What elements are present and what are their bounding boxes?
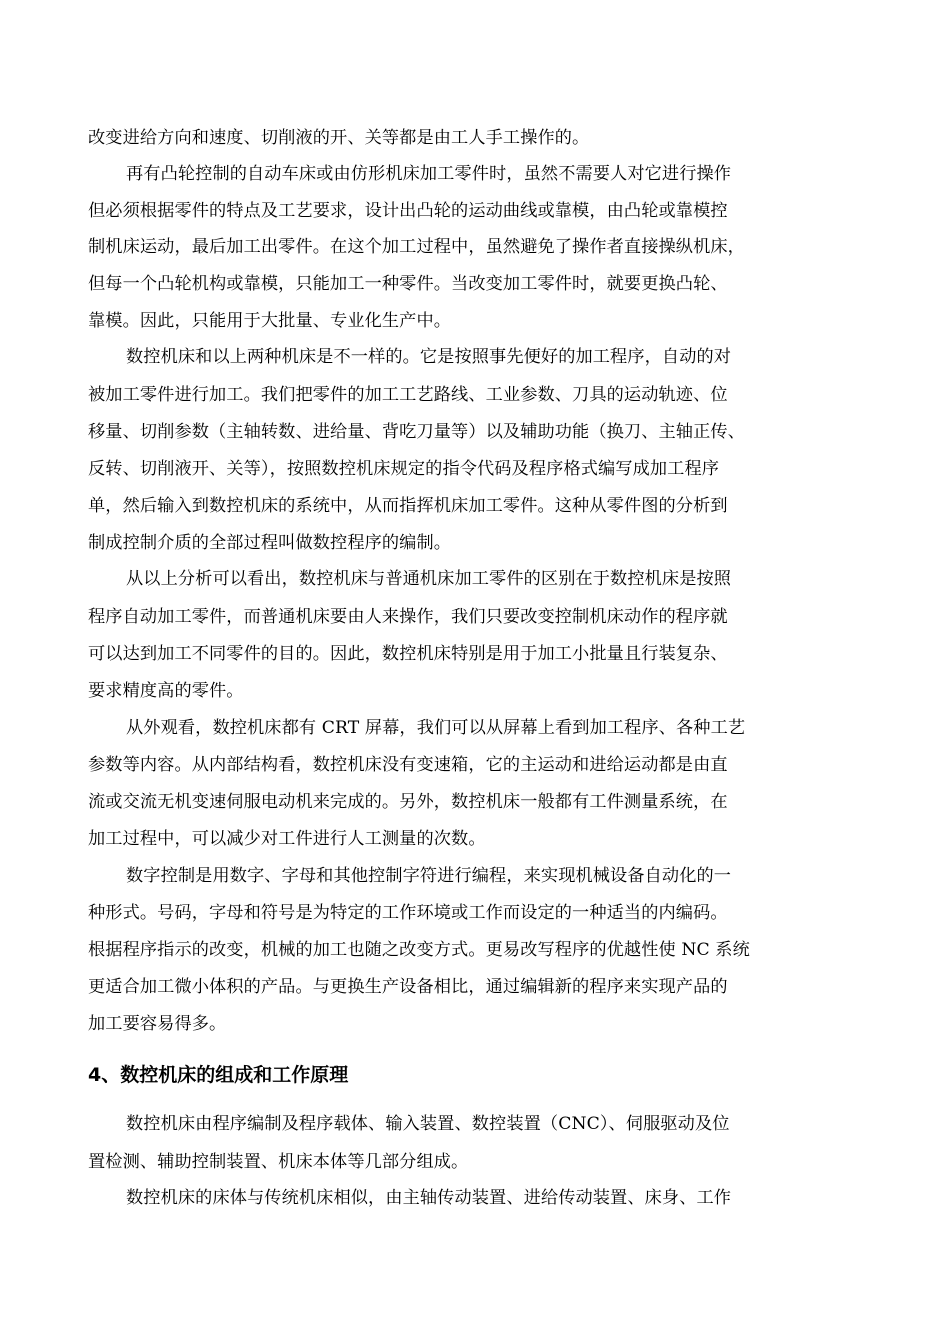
paragraph-line: 数控机床由程序编制及程序载体、输入装置、数控装置（CNC）、伺服驱动及位: [126, 1114, 730, 1134]
paragraph-line: 移量、切削参数（主轴转数、进给量、背吃刀量等）以及辅助功能（换刀、主轴正传、: [88, 422, 745, 442]
paragraph-line: 反转、切削液开、关等），按照数控机床规定的指令代码及程序格式编写成加工程序: [88, 459, 720, 479]
paragraph-line: 但必须根据零件的特点及工艺要求，设计出凸轮的运动曲线或靠模，由凸轮或靠模控: [88, 201, 728, 221]
paragraph-line: 数字控制是用数字、字母和其他控制字符进行编程，来实现机械设备自动化的一: [126, 866, 732, 886]
paragraph-line: 种形式。号码，字母和符号是为特定的工作环境或工作而设定的一种适当的内编码。: [88, 903, 728, 923]
paragraph-line: 数控机床的床体与传统机床相似，由主轴传动装置、进给传动装置、床身、工作: [126, 1188, 732, 1208]
paragraph-line: 数控机床和以上两种机床是不一样的。它是按照事先便好的加工程序，自动的对: [126, 347, 732, 367]
paragraph-line: 流或交流无机变速伺服电动机来完成的。另外，数控机床一般都有工件测量系统，在: [88, 792, 728, 812]
paragraph-line: 再有凸轮控制的自动车床或由仿形机床加工零件时，虽然不需要人对它进行操作: [126, 164, 732, 184]
paragraph-line: 加工过程中，可以减少对工件进行人工测量的次数。: [88, 829, 486, 849]
paragraph-line: 可以达到加工不同零件的目的。因此，数控机床特别是用于加工小批量且行装复杂、: [88, 644, 728, 664]
paragraph-line: 程序自动加工零件，而普通机床要由人来操作，我们只要改变控制机床动作的程序就: [88, 607, 728, 627]
paragraph-line: 参数等内容。从内部结构看，数控机床没有变速箱，它的主运动和进给运动都是由直: [88, 755, 728, 775]
paragraph-line: 要求精度高的零件。: [88, 681, 244, 701]
paragraph-line: 单，然后输入到数控机床的系统中，从而指挥机床加工零件。这种从零件图的分析到: [88, 496, 728, 516]
paragraph-line: 制机床运动，最后加工出零件。在这个加工过程中，虽然避免了操作者直接操纵机床，: [88, 237, 745, 257]
paragraph-line: 但每一个凸轮机构或靠模，只能加工一种零件。当改变加工零件时，就要更换凸轮、: [88, 274, 728, 294]
paragraph-line: 制成控制介质的全部过程叫做数控程序的编制。: [88, 533, 452, 553]
paragraph-line: 置检测、辅助控制装置、机床本体等几部分组成。: [88, 1152, 469, 1172]
paragraph-line: 从外观看，数控机床都有 CRT 屏幕，我们可以从屏幕上看到加工程序、各种工艺: [126, 718, 746, 738]
paragraph-line: 从以上分析可以看出，数控机床与普通机床加工零件的区别在于数控机床是按照: [126, 569, 732, 589]
paragraph-line: 加工要容易得多。: [88, 1014, 227, 1034]
paragraph-line: 靠模。因此，只能用于大批量、专业化生产中。: [88, 311, 452, 331]
paragraph-line: 改变进给方向和速度、切削液的开、关等都是由工人手工操作的。: [88, 128, 590, 148]
section-heading: 4、数控机床的组成和工作原理: [88, 1064, 349, 1086]
paragraph-line: 根据程序指示的改变，机械的加工也随之改变方式。更易改写程序的优越性使 NC 系统: [88, 940, 750, 960]
paragraph-line: 更适合加工微小体积的产品。与更换生产设备相比，通过编辑新的程序来实现产品的: [88, 977, 728, 997]
paragraph-line: 被加工零件进行加工。我们把零件的加工工艺路线、工业参数、刀具的运动轨迹、位: [88, 385, 728, 405]
